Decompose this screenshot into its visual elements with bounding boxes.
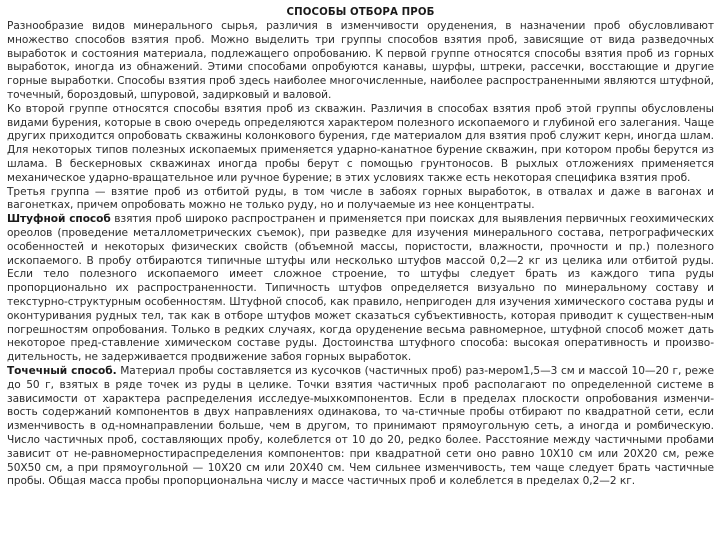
paragraph-boreholes <box>7 103 714 186</box>
paragraph-broken-ore <box>7 186 714 214</box>
paragraph-shtuf-method <box>7 213 714 365</box>
document-body <box>7 20 714 489</box>
paragraph-point-method-heading: Точечный способ. <box>7 364 117 377</box>
paragraph-point-method-text: Материал пробы составляется из кусочков (частичных проб) раз-мером1,5—3 см и массой 10—20 г, реже до 50 г, взятых в ряде точек из руды в целике. Точки взятия частичных проб располагают по определенной системе в зависимости от характера распределения исследуе-мыхкомпонентов. Если в пределах плоскости опробования изменчи-вость содержаний компонентов в двух направлениях одинакова, то ча-стичные пробы отбирают по квадратной сети, если изменчивость в од-номнаправлении больше, чем в другом, то принимают прямоугольную сеть, а иногда и ромбическую. Число частичных проб, составляющих пробу, колеблется от 10 до 20, редко более. Расстояние между частичными пробами зависит от не-равномерностираспределения компонентов: при квадратной сети оно равно 10Х10 см или 20Х20 см, реже 50Х50 см, а при прямоугольной — 10Х20 см или 20Х40 см. Чем сильнее изменчивость, тем чаще следует брать частичные пробы. Общая масса пробы пропорциональна числу и массе частичных проб и колеблется в пределах 0,2—2 кг. <box>7 364 714 488</box>
paragraph-shtuf-method-heading: Штуфной способ <box>7 213 111 226</box>
document-title: СПОСОБЫ ОТБОРА ПРОБ <box>286 7 435 18</box>
paragraph-intro-text: Разнообразие видов минерального сырья, различия в изменчивости оруденения, в назначении проб обусловливают множество способов взятия проб. Можно выделить три группы способов взятия проб, зависящие от вида разведочных выработок и состояния материала, подлежащего опробованию. К первой группе относятся способы взятия проб из горных выработок, иногда из обнажений. Этими способами опробуются канавы, шурфы, штреки, рассечки, восстающие и другие горные выработки. Способы взятия проб здесь наиболее многочисленные, наиболее распространенными являются штуфной, точечный, бороздовый, шпуровой, задирковый и валовой. <box>7 20 714 101</box>
paragraph-boreholes-text: Ко второй группе относятся способы взятия проб из скважин. Различия в способах взятия проб этой группы обусловлены видами бурения, которые в свою очередь определяются характером полезного ископаемого и глубиной его залегания. Чаще других приходится опробовать скважины колонкового бурения, где материалом для взятия проб служит керн, иногда шлам. Для некоторых типов полезных ископаемых применяется ударно-канатное бурение скважин, при котором пробы берутся из шлама. В бескерновых скважинах иногда пробы берут с помощью грунтоносов. В рыхлых отложениях применяется механическое ударно-вращательное или ручное бурение; в этих условиях также есть некоторая специфика взятия проб. <box>7 102 714 184</box>
paragraph-broken-ore-text: Третья группа — взятие проб из отбитой руды, в том числе в забоях горных выработок, в отвалах и даже в вагонах и вагонетках, причем опробовать можно не только руду, но и получаемые из нее концентраты. <box>7 185 714 212</box>
paragraph-point-method <box>7 365 714 489</box>
paragraph-shtuf-method-text: взятия проб широко распространен и применяется при поисках для выявления первичных геохимических ореолов (проведение металлометрических съемок), при разведке для изучения минерального состава, петрографических особенностей и некоторых физических свойств (объемной массы, пористости, влажности, прочности и пр.) полезного ископаемого. В пробу отбираются типичные штуфы или несколько штуфов массой 0,2—2 кг из целика или отбитой руды. Если тело полезного ископаемого имеет сложное строение, то штуфы следует брать из каждого типа руды пропорционально их распространенности. Типичность штуфов определяется визуально по минеральному составу и текстурно-структурным особенностям. Штуфной способ, как правило, непригоден для изучения химического состава руды и оконтуривания рудных тел, так как в отборе штуфов может сказаться субъективность, которая приводит к существен-ным погрешностям опробования. Только в редких случаях, когда оруденение весьма равномерное, штуфной способ может дать некоторое пред-ставление химическом составе руды. Достоинства штуфного способа: высокая оперативность и произво-дительность, не задерживается продвижение забоя горных выработок. <box>7 213 714 364</box>
paragraph-intro <box>7 20 714 103</box>
